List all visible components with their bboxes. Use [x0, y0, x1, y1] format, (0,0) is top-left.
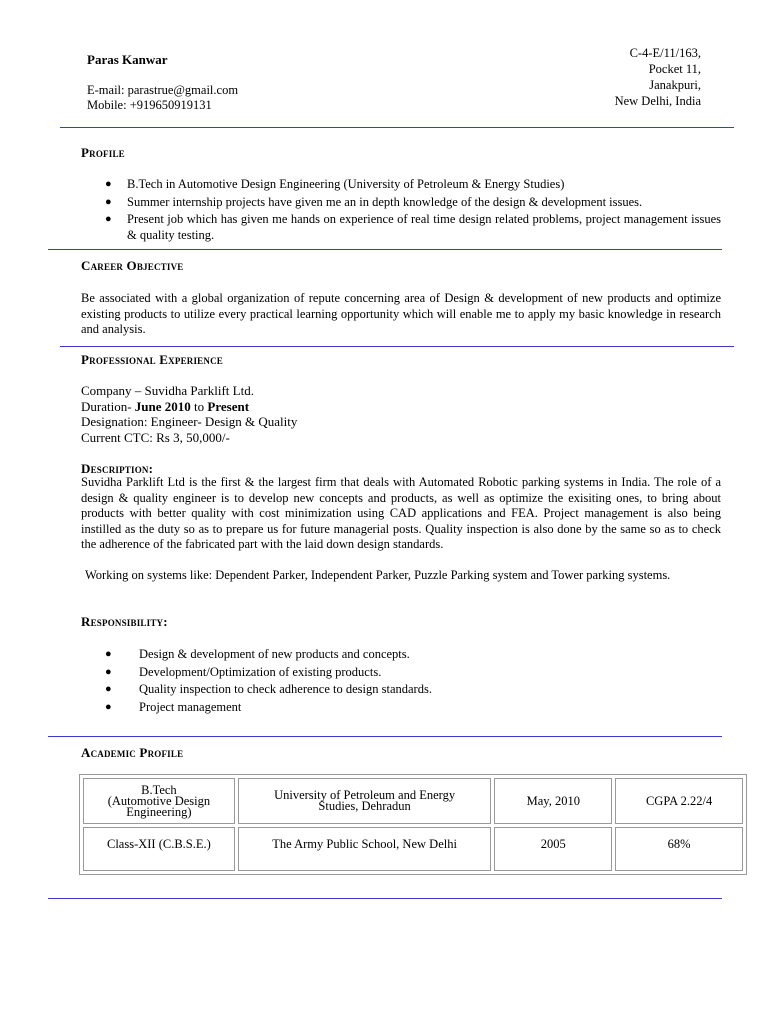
section-divider — [48, 249, 722, 250]
degree-cell: Class-XII (C.B.S.E.) — [83, 827, 235, 871]
job-details — [81, 383, 297, 445]
bullet-icon: ● — [105, 213, 112, 225]
address-line: C-4-E/11/163, — [629, 46, 701, 60]
address-line: New Delhi, India — [614, 94, 701, 108]
description-heading: Description: — [81, 461, 154, 476]
score-cell: 68% — [615, 827, 743, 871]
email: E-mail: parastrue@gmail.com — [87, 83, 239, 97]
responsibility-heading: Responsibility: — [81, 614, 168, 629]
current-ctc: Current CTC: Rs 3, 50,000/- — [81, 429, 230, 445]
bullet-icon: ● — [105, 665, 112, 678]
bullet-icon: ● — [105, 178, 112, 190]
score-cell: CGPA 2.22/4 — [615, 778, 743, 824]
list-item: ● Quality inspection to check adherence to design standards. — [139, 681, 699, 699]
academic-heading: Academic Profile — [81, 745, 184, 760]
academic-table — [79, 774, 747, 875]
candidate-name: Paras Kanwar — [87, 52, 168, 67]
list-item: ● Present job which has given me hands on experience of real time design related problems, project management issues & quality testing. — [105, 212, 721, 242]
section-divider — [48, 736, 722, 737]
list-item: ● Project management — [139, 699, 699, 717]
address-line: Janakpuri, — [649, 78, 701, 92]
responsibility-list — [105, 646, 699, 716]
institute-cell: University of Petroleum and Energy Studies, Dehradun — [238, 778, 492, 824]
table-row — [83, 778, 743, 824]
profile-list — [105, 177, 721, 243]
list-item: ● Design & development of new products and concepts. — [139, 646, 699, 664]
list-item: ● B.Tech in Automotive Design Engineering (University of Petroleum & Energy Studies) — [105, 177, 565, 191]
designation: Designation: Engineer- Design & Quality — [81, 414, 298, 429]
objective-heading: Career Objective — [81, 258, 184, 273]
description-text: Suvidha Parklift Ltd is the first & the largest firm that deals with Automated Robotic parking systems in India. The role of a design & quality engineer is to develop new concepts and products, as well as optimize the exisiting ones, to bring about products with better quality with cost minimization using CAD applications and FEA. Project management is also being instilled as the duty so as to prepare us for future managerial posts. Quality inspection is also done by the same so as to check the adherence of the fabricated part with the laid down design standards. — [81, 475, 721, 551]
duration: Duration- June 2010 to Present — [81, 398, 250, 414]
section-divider — [60, 346, 734, 347]
bullet-icon: ● — [105, 683, 112, 695]
year-cell: May, 2010 — [494, 778, 612, 824]
year-cell: 2005 — [494, 827, 612, 871]
bullet-icon: ● — [105, 648, 112, 660]
table-row — [83, 827, 743, 871]
profile-heading: Profile — [81, 145, 125, 160]
institute-cell: The Army Public School, New Delhi — [238, 827, 492, 871]
company: Company – Suvidha Parklift Ltd. — [81, 383, 254, 398]
experience-heading: Professional Experience — [81, 352, 223, 367]
objective-text: Be associated with a global organization of repute concerning area of Design & development of new products and optimize existing products to utilize every practical learning opportunity which will enable me to apply my basic knowledge in research and analysis. — [81, 291, 721, 336]
list-item: ● Development/Optimization of existing products. — [139, 664, 699, 682]
address-line: Pocket 11, — [648, 62, 701, 76]
address-block — [615, 45, 701, 109]
section-divider — [48, 898, 722, 899]
bullet-icon: ● — [105, 195, 112, 208]
degree-cell: B.Tech (Automotive Design Engineering) — [83, 778, 235, 824]
bullet-icon: ● — [105, 700, 112, 713]
section-divider — [60, 127, 734, 128]
list-item: ● Summer internship projects have given me an in depth knowledge of the design & development issues. — [105, 194, 643, 209]
description-systems: Working on systems like: Dependent Parker, Independent Parker, Puzzle Parking system and Tower parking systems. — [85, 568, 671, 582]
mobile: Mobile: +919650919131 — [87, 98, 212, 112]
